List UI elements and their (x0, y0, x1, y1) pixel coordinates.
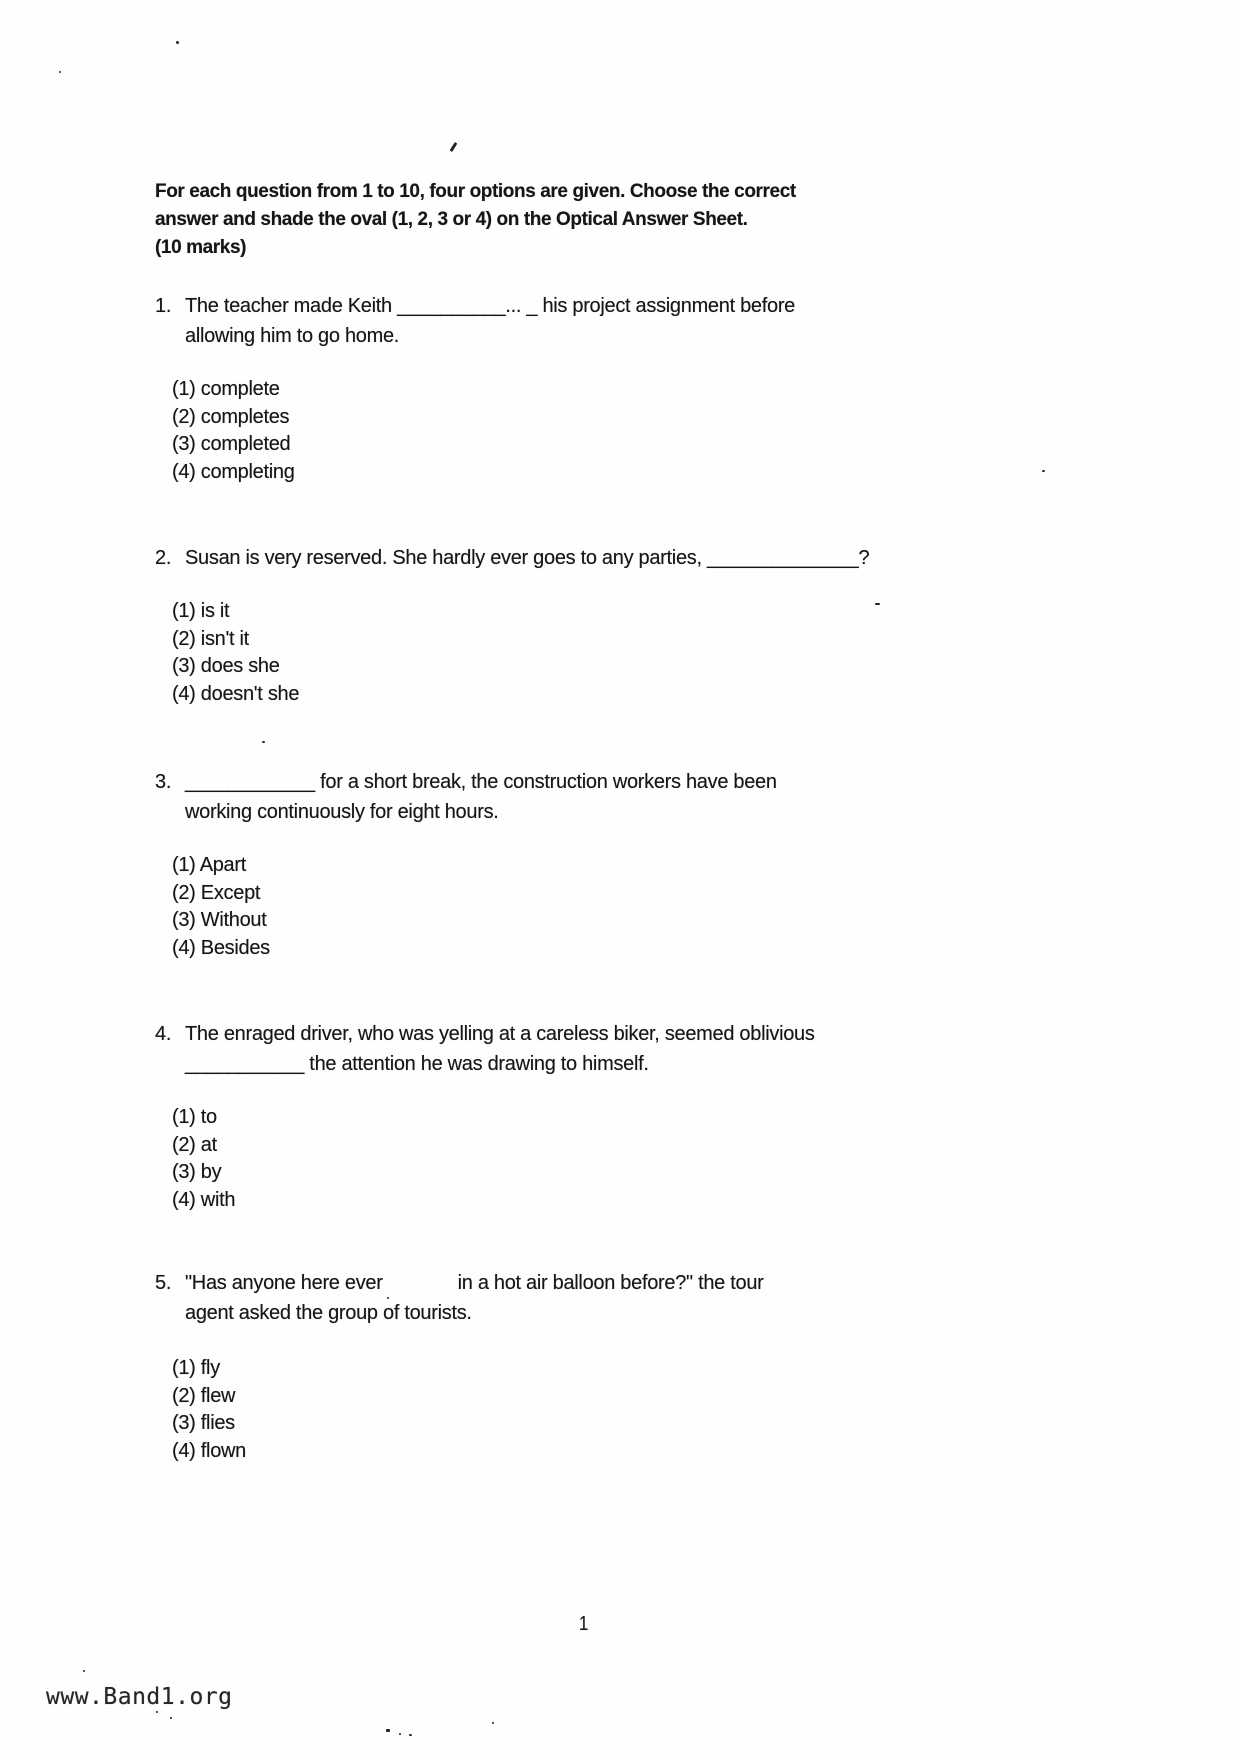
option-4: (4) doesn't she (172, 682, 300, 705)
scan-speck (170, 1717, 172, 1719)
page-number-footer: 1 (578, 1613, 589, 1635)
option-1: (1) to (172, 1106, 217, 1128)
instructions-line: For each question from 1 to 10, four options are given. Choose the correct (155, 181, 796, 202)
option-2: (2) flew (172, 1384, 236, 1407)
option-1: (1) fly (172, 1357, 220, 1379)
scan-speck (450, 142, 458, 152)
question-stem-line (155, 767, 985, 797)
options-list (155, 376, 985, 486)
question-stem-line (155, 291, 985, 321)
scan-speck (156, 1711, 158, 1713)
question-stem-text: The teacher made Keith __________... _ his project assignment before (185, 295, 796, 317)
option-3: (3) by (172, 1161, 222, 1183)
watermark-url: www.Band1.org (46, 1684, 233, 1710)
option-1: (1) Apart (172, 854, 246, 876)
scan-speck (176, 41, 179, 44)
question-stem-line (155, 1268, 985, 1298)
section-instructions (155, 178, 975, 262)
question-stem-line: agent asked the group of tourists. (185, 1302, 472, 1324)
question-stem (155, 767, 985, 827)
option-4: (4) with (172, 1188, 236, 1211)
scan-speck (59, 71, 61, 73)
question-number: 1. (155, 295, 172, 317)
option-3: (3) flies (172, 1412, 235, 1434)
option-4: (4) Besides (172, 936, 270, 959)
question-stem (155, 543, 985, 573)
question-stem-line: working continuously for eight hours. (185, 801, 499, 823)
question-4 (155, 1019, 985, 1214)
option-2: (2) at (172, 1133, 217, 1156)
scan-speck (409, 1734, 412, 1736)
options-list (155, 598, 985, 708)
scan-speck (386, 1729, 390, 1732)
option-4: (4) flown (172, 1439, 246, 1462)
scan-speck (1042, 470, 1045, 472)
option-3: (3) Without (172, 909, 267, 931)
question-stem-line: allowing him to go home. (185, 325, 400, 347)
options-list (155, 852, 985, 962)
question-number: 2. (155, 547, 172, 569)
question-number: 3. (155, 771, 172, 793)
option-2: (2) completes (172, 405, 290, 428)
question-stem (155, 291, 985, 351)
question-stem-text: Susan is very reserved. She hardly ever goes to any parties, ______________? (185, 547, 870, 569)
question-3 (155, 767, 985, 962)
question-number: 4. (155, 1023, 172, 1045)
options-list (155, 1355, 985, 1465)
question-number: 5. (155, 1272, 172, 1294)
question-5 (155, 1268, 985, 1465)
option-3: (3) completed (172, 433, 291, 455)
option-1: (1) complete (172, 378, 280, 400)
question-stem-line (155, 543, 985, 573)
option-2: (2) isn't it (172, 627, 249, 650)
question-2 (155, 543, 985, 708)
option-4: (4) completing (172, 460, 295, 483)
marks-note: (10 marks) (155, 237, 247, 258)
question-stem-text: in a hot air balloon before?" the tour (457, 1272, 764, 1294)
question-stem-text: "Has anyone here ever (185, 1272, 383, 1294)
scan-speck (262, 741, 265, 743)
question-1 (155, 291, 985, 486)
option-3: (3) does she (172, 655, 280, 677)
question-stem-text: ____________ for a short break, the construction workers have been (185, 771, 777, 793)
instructions-line: answer and shade the oval (1, 2, 3 or 4) on the Optical Answer Sheet. (155, 209, 748, 230)
question-stem-text: The enraged driver, who was yelling at a careless biker, seemed oblivious (185, 1023, 815, 1045)
scan-speck (83, 1670, 85, 1672)
options-list (155, 1104, 985, 1214)
option-1: (1) is it (172, 600, 230, 622)
question-stem-line: ___________ the attention he was drawing to himself. (185, 1053, 649, 1075)
scan-speck (492, 1722, 494, 1724)
question-stem (155, 1019, 985, 1079)
question-stem (155, 1268, 985, 1328)
question-stem-line (155, 1019, 985, 1049)
scan-speck (399, 1733, 401, 1735)
option-2: (2) Except (172, 881, 261, 904)
